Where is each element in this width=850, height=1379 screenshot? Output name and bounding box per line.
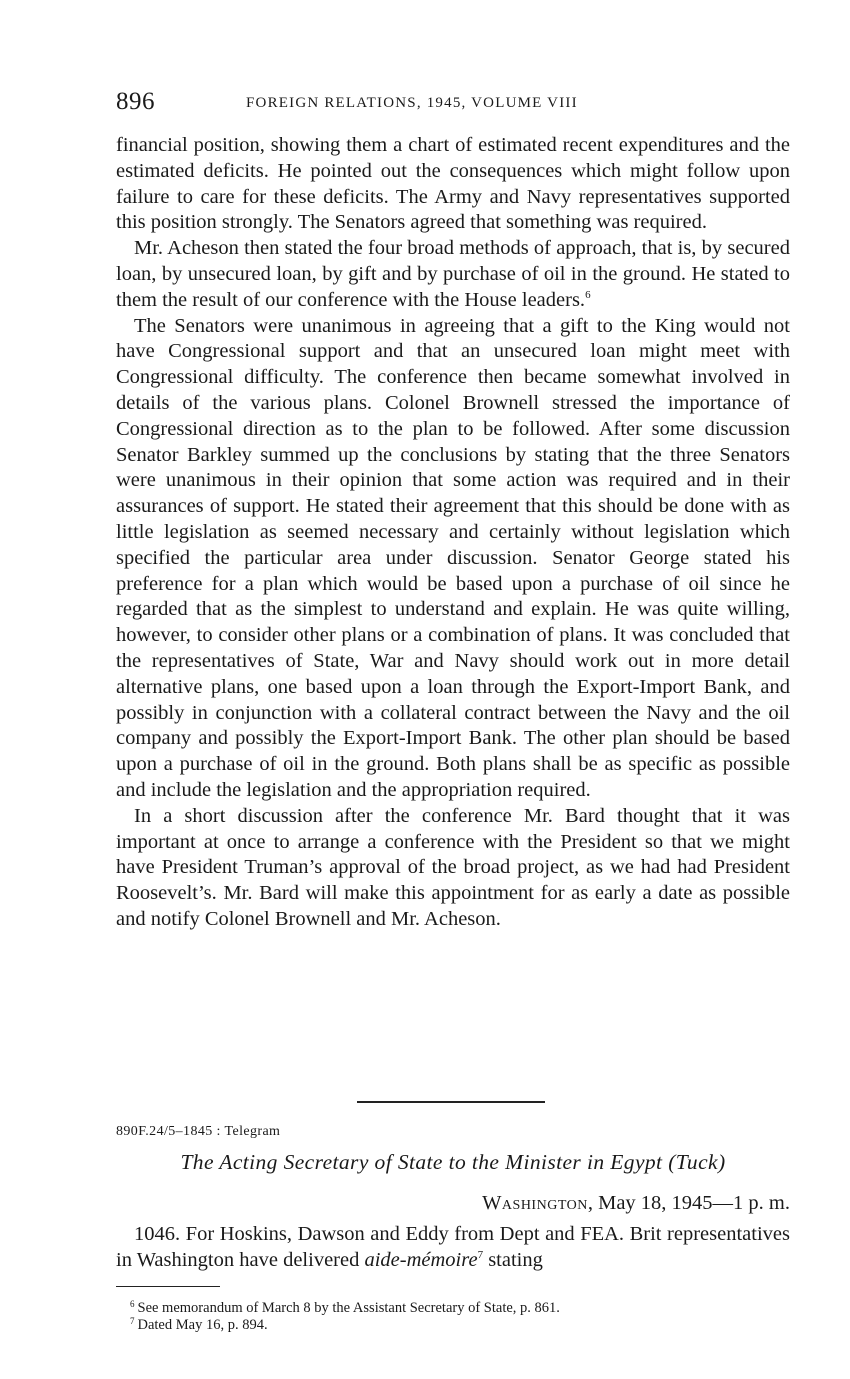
footnote-7-mark: 7 [130, 1316, 135, 1326]
paragraph-4 [116, 804, 790, 933]
telegram-text-before: 1046. For Hoskins, Dawson and Eddy from Dept and FEA. Brit representatives in Washington have delivered [116, 1223, 790, 1271]
telegram-body [116, 1221, 790, 1273]
telegram-text-after: stating [483, 1249, 543, 1271]
paragraph-2-text: Mr. Acheson then stated the four broad methods of approach, that is, by secured loan, by unsecured loan, by gift and by purchase of oil in the ground. He stated to them the result of our conference with the House leaders. [116, 237, 790, 311]
footnotes [130, 1300, 790, 1334]
footnote-6 [130, 1300, 790, 1317]
document-title: The Acting Secretary of State to the Minister in Egypt (Tuck) [180, 1150, 726, 1174]
body-text [116, 133, 790, 933]
paragraph-4-text: In a short discussion after the conference Mr. Bard thought that it was important at once to arrange a conference with the President so that we might have President Truman’s approval of the broad project, as we had had President Roosevelt’s. Mr. Bard will make this appointment for as early a date as possible and notify Colonel Brownell and Mr. Acheson. [116, 804, 790, 930]
footnote-6-mark: 6 [130, 1299, 135, 1309]
dateline-place: Washington [482, 1192, 588, 1214]
dateline-date: , May 18, 1945—1 p. m. [587, 1192, 790, 1214]
dateline [482, 1192, 790, 1215]
section-divider [357, 1101, 545, 1103]
footnote-6-text: See memorandum of March 8 by the Assistant Secretary of State, p. 861. [137, 1300, 560, 1316]
footnote-7 [130, 1317, 790, 1334]
page-number: 896 [116, 88, 155, 115]
footnote-divider [116, 1286, 220, 1287]
telegram-paragraph [116, 1221, 790, 1273]
paragraph-2 [116, 236, 790, 313]
paragraph-1 [116, 133, 790, 236]
running-head: FOREIGN RELATIONS, 1945, VOLUME VIII [246, 95, 578, 111]
page-header [116, 88, 792, 120]
footnote-ref-6: 6 [585, 288, 591, 301]
paragraph-3-text: The Senators were unanimous in agreeing that a gift to the King would not have Congressional support and that an unsecured loan might meet with Congressional difficulty. The conference then became somewhat involved in details of the various plans. Colonel Brownell stressed the importance of Congressional direction as to the plan to be followed. After some discussion Senator Barkley summed up the conclusions by stating that the three Senators were unanimous in their opinion that some action was required and in their assurances of support. He stated their agreement that this should be done with as little legislation as seemed necessary and certainly without legislation which specified the particular area under discussion. Senator George stated his preference for a plan which would be based upon a purchase of oil since he regarded that as the simplest to understand and explain. He was quite willing, however, to consider other plans or a combination of plans. It was concluded that the representatives of State, War and Navy should work out in more detail alternative plans, one based upon a loan through the Export-Import Bank, and possibly in conjunction with a collateral contract between the Navy and the oil company and possibly the Export-Import Bank. The other plan should be based upon a purchase of oil in the ground. Both plans shall be as specific as possible and include the legislation and the appropriation required. [116, 314, 790, 801]
footnote-ref-7: 7 [477, 1249, 484, 1261]
paragraph-3 [116, 314, 790, 804]
file-reference: 890F.24/5–1845 : Telegram [116, 1124, 281, 1139]
paragraph-1-text: financial position, showing them a chart of estimated recent expenditures and the estimated deficits. He pointed out the consequences which might follow upon failure to care for these deficits. The Army and Navy representatives supported this position strongly. The Senators agreed that something was required. [116, 134, 790, 234]
footnote-7-text: Dated May 16, p. 894. [137, 1317, 268, 1333]
telegram-italic-term: aide-mémoire [364, 1249, 478, 1271]
